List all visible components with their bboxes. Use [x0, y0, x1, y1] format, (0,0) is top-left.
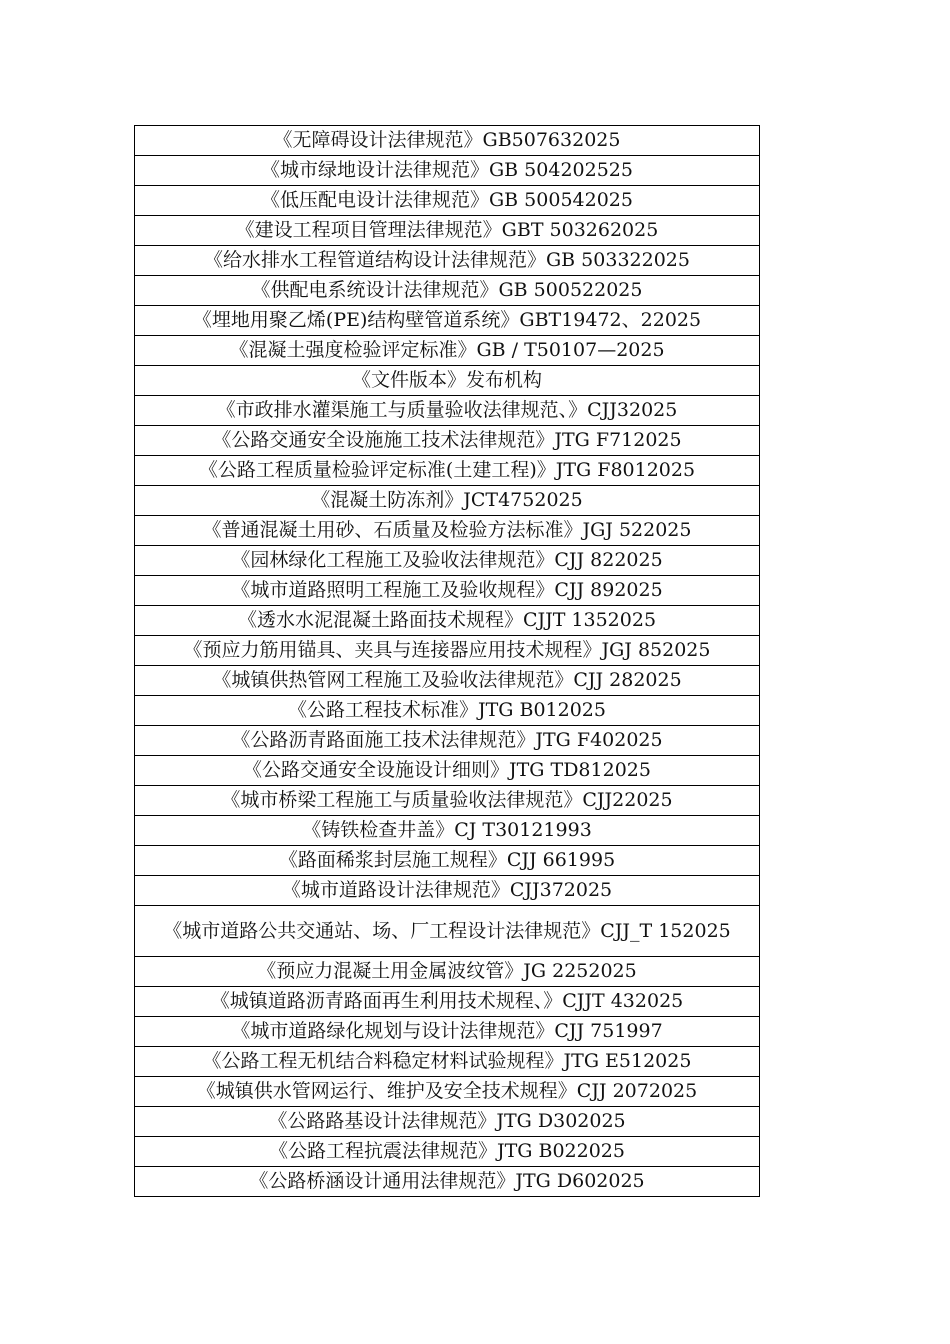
table-cell: 《园林绿化工程施工及验收法律规范》CJJ 822025 — [135, 546, 760, 576]
table-cell: 《公路工程技术标准》JTG B012025 — [135, 696, 760, 726]
table-row — [135, 546, 760, 576]
table-cell: 《普通混凝土用砂、石质量及检验方法标准》JGJ 522025 — [135, 516, 760, 546]
table-row — [135, 126, 760, 156]
table-row — [135, 516, 760, 546]
table-cell: 《供配电系统设计法律规范》GB 500522025 — [135, 276, 760, 306]
table-row — [135, 816, 760, 846]
table-cell: 《预应力筋用锚具、夹具与连接器应用技术规程》JGJ 852025 — [135, 636, 760, 666]
table-row — [135, 726, 760, 756]
table-cell: 《市政排水灌渠施工与质量验收法律规范、》CJJ32025 — [135, 396, 760, 426]
table-row — [135, 246, 760, 276]
table-cell: 《城市绿地设计法律规范》GB 504202525 — [135, 156, 760, 186]
table-cell: 《铸铁检查井盖》CJ T30121993 — [135, 816, 760, 846]
standards-table-body — [135, 126, 760, 1197]
table-row — [135, 336, 760, 366]
table-row — [135, 756, 760, 786]
table-cell: 《公路交通安全设施设计细则》JTG TD812025 — [135, 756, 760, 786]
table-cell: 《混凝土防冻剂》JCT4752025 — [135, 486, 760, 516]
table-cell: 《城市桥梁工程施工与质量验收法律规范》CJJ22025 — [135, 786, 760, 816]
table-cell: 《公路路基设计法律规范》JTG D302025 — [135, 1107, 760, 1137]
table-cell: 《城镇供热管网工程施工及验收法律规范》CJJ 282025 — [135, 666, 760, 696]
table-cell: 《公路工程无机结合料稳定材料试验规程》JTG E512025 — [135, 1047, 760, 1077]
table-cell: 《透水水泥混凝土路面技术规程》CJJT 1352025 — [135, 606, 760, 636]
table-row — [135, 1167, 760, 1197]
table-row — [135, 456, 760, 486]
table-row — [135, 636, 760, 666]
table-cell: 《建设工程项目管理法律规范》GBT 503262025 — [135, 216, 760, 246]
table-cell: 《城市道路设计法律规范》CJJ372025 — [135, 876, 760, 906]
table-cell: 《城市道路照明工程施工及验收规程》CJJ 892025 — [135, 576, 760, 606]
table-row — [135, 957, 760, 987]
table-cell: 《给水排水工程管道结构设计法律规范》GB 503322025 — [135, 246, 760, 276]
table-row — [135, 396, 760, 426]
table-row — [135, 606, 760, 636]
table-row — [135, 666, 760, 696]
table-row — [135, 1077, 760, 1107]
table-row — [135, 846, 760, 876]
table-cell: 《混凝土强度检验评定标准》GB / T50107—2025 — [135, 336, 760, 366]
table-row — [135, 486, 760, 516]
table-row — [135, 366, 760, 396]
table-row — [135, 576, 760, 606]
standards-table — [134, 125, 760, 1197]
table-row — [135, 987, 760, 1017]
table-cell: 《公路交通安全设施施工技术法律规范》JTG F712025 — [135, 426, 760, 456]
table-cell: 《公路工程质量检验评定标准(土建工程)》JTG F8012025 — [135, 456, 760, 486]
table-row — [135, 276, 760, 306]
table-cell: 《公路桥涵设计通用法律规范》JTG D602025 — [135, 1167, 760, 1197]
table-row — [135, 906, 760, 957]
table-cell: 《路面稀浆封层施工规程》CJJ 661995 — [135, 846, 760, 876]
table-cell: 《低压配电设计法律规范》GB 500542025 — [135, 186, 760, 216]
table-cell: 《无障碍设计法律规范》GB507632025 — [135, 126, 760, 156]
table-row — [135, 306, 760, 336]
table-row — [135, 156, 760, 186]
table-row — [135, 1047, 760, 1077]
table-cell: 《埋地用聚乙烯(PE)结构壁管道系统》GBT19472、22025 — [135, 306, 760, 336]
table-row — [135, 696, 760, 726]
table-row — [135, 1107, 760, 1137]
table-cell: 《公路沥青路面施工技术法律规范》JTG F402025 — [135, 726, 760, 756]
table-row — [135, 1137, 760, 1167]
table-row — [135, 186, 760, 216]
table-row — [135, 786, 760, 816]
table-cell: 《城镇供水管网运行、维护及安全技术规程》CJJ 2072025 — [135, 1077, 760, 1107]
table-row — [135, 426, 760, 456]
table-cell: 《文件版本》发布机构 — [135, 366, 760, 396]
table-cell: 《城镇道路沥青路面再生利用技术规程、》CJJT 432025 — [135, 987, 760, 1017]
table-cell: 《城市道路公共交通站、场、厂工程设计法律规范》CJJ_T 152025 — [135, 906, 760, 957]
table-cell: 《预应力混凝土用金属波纹管》JG 2252025 — [135, 957, 760, 987]
table-row — [135, 1017, 760, 1047]
table-cell: 《公路工程抗震法律规范》JTG B022025 — [135, 1137, 760, 1167]
table-row — [135, 216, 760, 246]
table-cell: 《城市道路绿化规划与设计法律规范》CJJ 751997 — [135, 1017, 760, 1047]
table-row — [135, 876, 760, 906]
